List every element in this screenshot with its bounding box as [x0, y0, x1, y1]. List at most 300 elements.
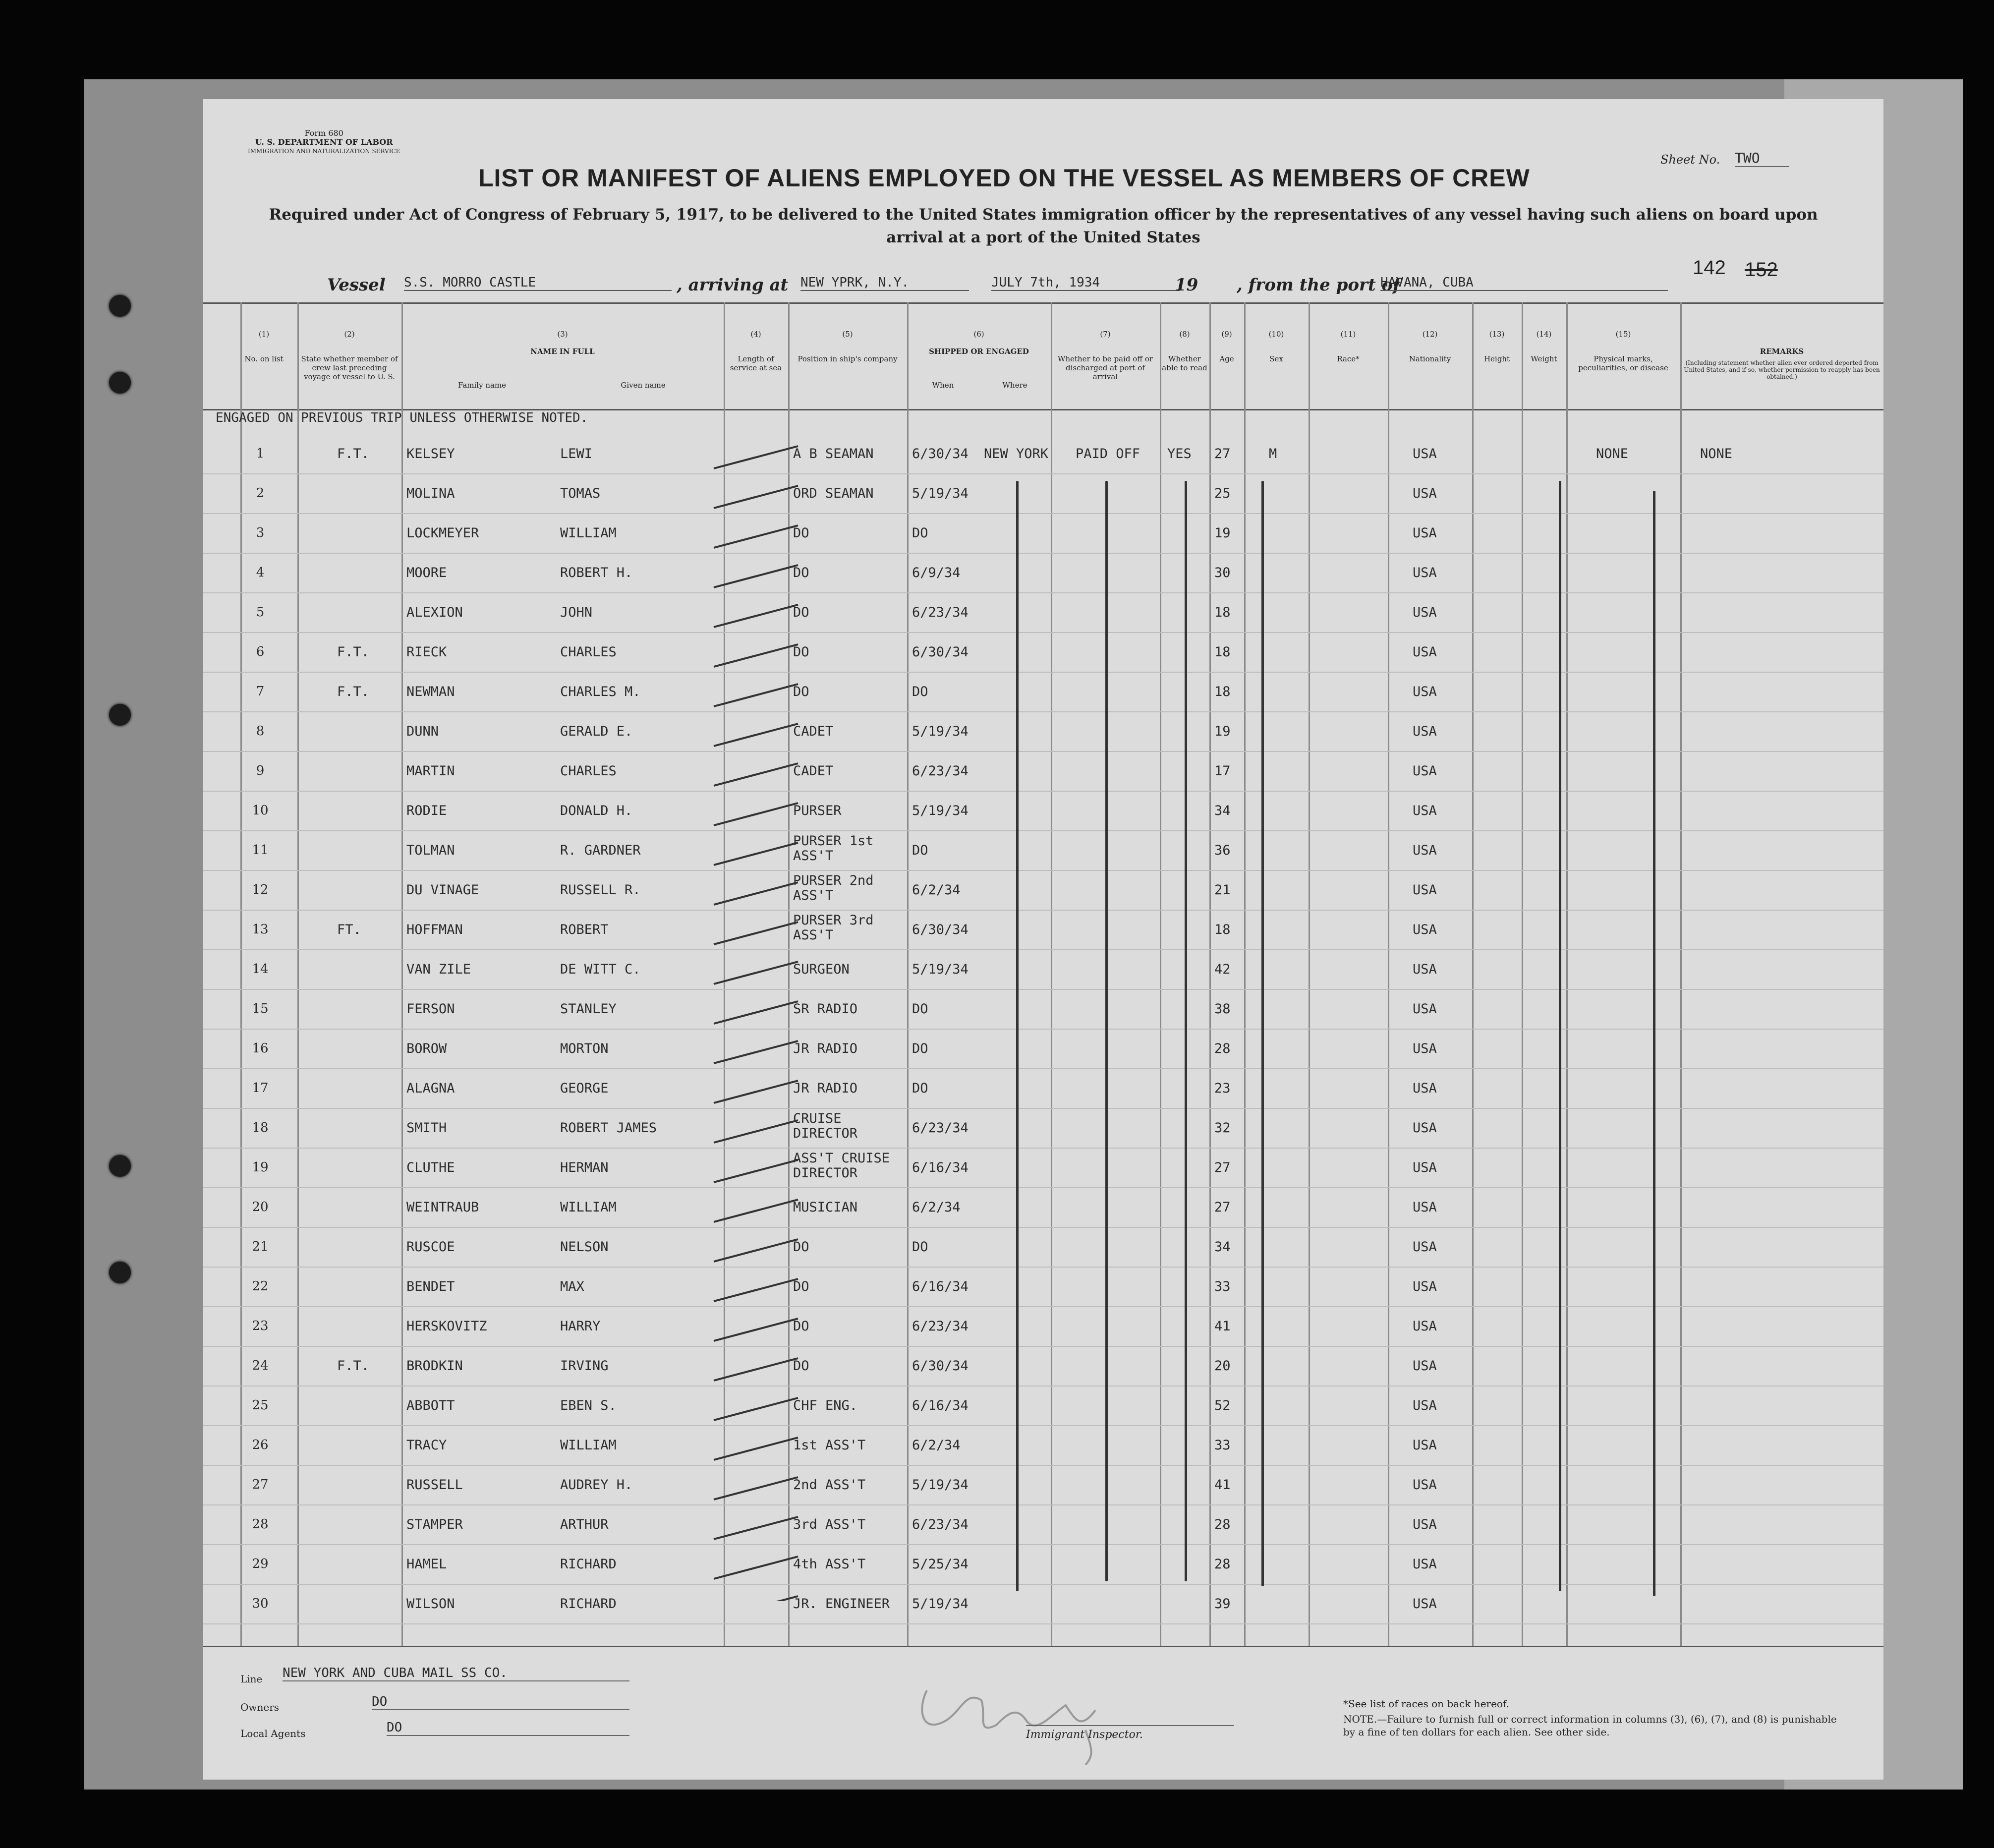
- row-number: 10: [252, 803, 269, 818]
- column-number: (1): [258, 330, 270, 339]
- given-name: HERMAN: [560, 1160, 609, 1175]
- row-number: 29: [252, 1557, 269, 1571]
- row-number: 23: [252, 1319, 269, 1333]
- column-rule: [1244, 302, 1246, 1646]
- nationality: USA: [1413, 1200, 1437, 1215]
- arrival-port: NEW YPRK, N.Y.: [800, 275, 969, 291]
- given-name: RICHARD: [560, 1596, 617, 1612]
- binder-hole: [109, 704, 131, 726]
- given-name: ARTHUR: [560, 1517, 609, 1532]
- position: PURSER: [793, 803, 842, 818]
- service-slash: [714, 1239, 798, 1262]
- paid-off: PAID OFF: [1076, 446, 1140, 462]
- nationality: USA: [1413, 525, 1437, 541]
- age: 28: [1214, 1041, 1231, 1056]
- page-number-struck: 152: [1745, 259, 1778, 281]
- prev-voyage: F.T.: [337, 684, 370, 699]
- column-rule: [1566, 302, 1568, 1646]
- family-name: ALEXION: [406, 605, 463, 620]
- column-number: (8): [1179, 330, 1190, 339]
- service-slash: [714, 644, 798, 667]
- service-slash: [714, 1398, 798, 1420]
- nationality: USA: [1413, 882, 1437, 898]
- shipped-when: DO: [912, 1081, 928, 1096]
- family-name: MARTIN: [406, 763, 455, 779]
- inspector-label: Immigrant Inspector.: [1026, 1729, 1143, 1741]
- column-number: (5): [842, 330, 853, 339]
- column-header: Whether to be paid off or discharged at port of arrival: [1058, 354, 1153, 381]
- family-name: MOLINA: [406, 486, 455, 501]
- nationality: USA: [1413, 1557, 1437, 1572]
- service-slash: [714, 605, 798, 627]
- family-name: STAMPER: [406, 1517, 463, 1532]
- binder-hole: [109, 372, 131, 394]
- age: 28: [1214, 1517, 1231, 1532]
- binder-hole: [109, 295, 131, 317]
- row-rule: [203, 1227, 1883, 1228]
- position: DO: [793, 605, 809, 620]
- column-subheader: (Including statement whether alien ever ordered deported from United States, and if so, whether permission to reapply has been obtained.): [1684, 359, 1880, 380]
- row-rule: [203, 1584, 1883, 1585]
- position: PURSER 3rd ASS'T: [793, 913, 874, 943]
- engaged-note: ENGAGED ON PREVIOUS TRIP UNLESS OTHERWISE NOTED.: [216, 410, 588, 425]
- given-name: HARRY: [560, 1319, 601, 1334]
- age: 21: [1214, 882, 1231, 898]
- column-header: Weight: [1531, 354, 1557, 363]
- age: 28: [1214, 1557, 1231, 1572]
- age: 18: [1214, 684, 1231, 699]
- row-rule: [203, 1148, 1883, 1149]
- nationality: USA: [1413, 922, 1437, 937]
- row-number: 9: [256, 763, 265, 778]
- prev-voyage: F.T.: [337, 446, 370, 462]
- column-header: No. on list: [244, 354, 284, 363]
- ditto-mark-read: [1185, 481, 1187, 1581]
- nationality: USA: [1413, 724, 1437, 739]
- row-rule: [203, 870, 1883, 871]
- from-port-label: , from the port of: [1237, 275, 1400, 295]
- row-rule: [203, 1544, 1883, 1545]
- service-slash: [714, 1200, 798, 1222]
- family-name: RIECK: [406, 644, 447, 660]
- given-name: GEORGE: [560, 1081, 609, 1096]
- shipped-when: 6/30/34: [912, 446, 969, 462]
- given-name: STANLEY: [560, 1001, 617, 1017]
- position: DO: [793, 684, 809, 699]
- row-number: 18: [252, 1120, 269, 1135]
- column-rule: [1680, 302, 1682, 1646]
- column-rule: [240, 302, 242, 1646]
- column-rule: [1160, 302, 1161, 1646]
- shipped-when: 5/19/34: [912, 962, 969, 977]
- column-number: (9): [1221, 330, 1232, 339]
- age: 32: [1214, 1120, 1231, 1136]
- position: CHF ENG.: [793, 1398, 858, 1413]
- position: SR RADIO: [793, 1001, 858, 1017]
- prev-voyage: FT.: [337, 922, 361, 937]
- row-number: 30: [252, 1596, 269, 1611]
- position: 3rd ASS'T: [793, 1517, 866, 1532]
- nationality: USA: [1413, 1319, 1437, 1334]
- row-number: 19: [252, 1160, 269, 1175]
- nationality: USA: [1413, 843, 1437, 858]
- vessel-name: S.S. MORRO CASTLE: [404, 275, 672, 291]
- column-rule: [907, 302, 909, 1646]
- family-name: NEWMAN: [406, 684, 455, 699]
- service-slash-marks: [699, 416, 828, 1601]
- shipped-when: 6/16/34: [912, 1279, 969, 1294]
- family-name: WILSON: [406, 1596, 455, 1612]
- row-number: 25: [252, 1398, 269, 1413]
- ditto-mark-where: [1016, 481, 1019, 1591]
- age: 52: [1214, 1398, 1231, 1413]
- position: DO: [793, 1279, 809, 1294]
- column-number: (2): [344, 330, 355, 339]
- line-label: Line: [240, 1673, 263, 1685]
- row-rule: [203, 910, 1883, 911]
- form-number: Form 680: [304, 128, 343, 138]
- shipped-when: 5/19/34: [912, 1477, 969, 1493]
- row-rule: [203, 1465, 1883, 1466]
- shipped-when: 6/2/34: [912, 1438, 961, 1453]
- column-number: (4): [750, 330, 761, 339]
- row-number: 3: [256, 525, 265, 540]
- nationality: USA: [1413, 962, 1437, 977]
- races-note: *See list of races on back hereof.: [1343, 1698, 1510, 1710]
- page-title: LIST OR MANIFEST OF ALIENS EMPLOYED ON THE VESSEL AS MEMBERS OF CREW: [478, 164, 1530, 192]
- column-rule: [297, 302, 299, 1646]
- age: 33: [1214, 1279, 1231, 1294]
- position: ORD SEAMAN: [793, 486, 874, 501]
- age: 41: [1214, 1477, 1231, 1493]
- shipped-when: 5/19/34: [912, 486, 969, 501]
- ditto-mark-sex: [1261, 481, 1264, 1586]
- age: 30: [1214, 565, 1231, 580]
- row-rule: [203, 751, 1883, 752]
- vessel-label: Vessel: [327, 275, 386, 295]
- shipped-when: 5/25/34: [912, 1557, 969, 1572]
- nationality: USA: [1413, 1160, 1437, 1175]
- given-name: WILLIAM: [560, 1438, 617, 1453]
- row-rule: [203, 1267, 1883, 1268]
- nationality: USA: [1413, 763, 1437, 779]
- nationality: USA: [1413, 803, 1437, 818]
- service-slash: [714, 1596, 798, 1601]
- age: 27: [1214, 446, 1231, 462]
- position: 1st ASS'T: [793, 1438, 866, 1453]
- column-header: Nationality: [1409, 354, 1451, 363]
- row-number: 4: [256, 565, 265, 580]
- position: CADET: [793, 724, 834, 739]
- row-number: 22: [252, 1279, 269, 1294]
- shipped-when: 6/23/34: [912, 1120, 969, 1136]
- service-slash: [714, 882, 798, 905]
- nationality: USA: [1413, 644, 1437, 660]
- given-name: GERALD E.: [560, 724, 633, 739]
- row-number: 7: [256, 684, 265, 699]
- row-number: 28: [252, 1517, 269, 1532]
- given-name: WILLIAM: [560, 525, 617, 541]
- sex: M: [1269, 446, 1277, 462]
- age: 34: [1214, 1239, 1231, 1255]
- shipped-when: 6/30/34: [912, 922, 969, 937]
- position: CADET: [793, 763, 834, 779]
- row-rule: [203, 1346, 1883, 1347]
- nationality: USA: [1413, 1398, 1437, 1413]
- column-rule: [401, 302, 403, 1646]
- position: DO: [793, 1358, 809, 1374]
- nationality: USA: [1413, 684, 1437, 699]
- sheet-label: Sheet No.: [1660, 153, 1720, 167]
- position: JR. ENGINEER: [793, 1596, 890, 1612]
- age: 17: [1214, 763, 1231, 779]
- nationality: USA: [1413, 486, 1437, 501]
- service-slash: [714, 763, 798, 786]
- row-number: 11: [252, 843, 269, 858]
- family-name: HERSKOVITZ: [406, 1319, 487, 1334]
- row-number: 26: [252, 1438, 269, 1452]
- family-name: BENDET: [406, 1279, 455, 1294]
- row-rule: [203, 1108, 1883, 1109]
- age: 33: [1214, 1438, 1231, 1453]
- row-rule: [203, 473, 1883, 474]
- fine-note: NOTE.—Failure to furnish full or correct information in columns (3), (6), (7), and (8) is punishable by a fine of ten dollars for each alien. See other side.: [1343, 1713, 1837, 1738]
- nationality: USA: [1413, 1358, 1437, 1374]
- given-name: CHARLES M.: [560, 684, 641, 699]
- row-rule: [203, 949, 1883, 950]
- column-header: Age: [1219, 354, 1234, 363]
- position: A B SEAMAN: [793, 446, 874, 462]
- given-name: IRVING: [560, 1358, 609, 1374]
- agents-label: Local Agents: [240, 1728, 306, 1739]
- column-header: Physical marks, peculiarities, or disease: [1578, 354, 1668, 372]
- age: 41: [1214, 1319, 1231, 1334]
- binder-hole: [109, 1155, 131, 1177]
- page-subtitle: Required under Act of Congress of February 5, 1917, to be delivered to the United States immigration officer by the representatives of any vessel having such aliens on board upon arrival at a port of the United States: [269, 206, 1818, 246]
- shipped-when: DO: [912, 525, 928, 541]
- given-name: RUSSELL R.: [560, 882, 641, 898]
- owners-value: DO: [372, 1694, 629, 1710]
- nationality: USA: [1413, 1041, 1437, 1056]
- row-rule: [203, 632, 1883, 633]
- family-name: ABBOTT: [406, 1398, 455, 1413]
- nationality: USA: [1413, 1596, 1437, 1612]
- column-header: Height: [1483, 354, 1510, 363]
- service-slash: [714, 1517, 798, 1539]
- form-service: IMMIGRATION AND NATURALIZATION SERVICE: [248, 148, 400, 155]
- column-header: State whether member of crew last preceding voyage of vessel to U. S.: [301, 354, 398, 381]
- family-name: BOROW: [406, 1041, 447, 1056]
- row-rule: [203, 989, 1883, 990]
- position: DO: [793, 1319, 809, 1334]
- family-name: DU VINAGE: [406, 882, 479, 898]
- nationality: USA: [1413, 1081, 1437, 1096]
- position: MUSICIAN: [793, 1200, 858, 1215]
- position: PURSER 2nd ASS'T: [793, 873, 874, 903]
- column-rule: [1472, 302, 1474, 1646]
- age: 38: [1214, 1001, 1231, 1017]
- able-to-read: YES: [1167, 446, 1192, 462]
- row-rule: [203, 830, 1883, 831]
- position: ASS'T CRUISE DIRECTOR: [793, 1151, 890, 1181]
- service-slash: [714, 1160, 798, 1182]
- shipped-when: 5/19/34: [912, 803, 969, 818]
- nationality: USA: [1413, 605, 1437, 620]
- row-rule: [203, 592, 1883, 593]
- column-subheader: When: [932, 381, 954, 390]
- given-name: WILLIAM: [560, 1200, 617, 1215]
- nationality: USA: [1413, 1517, 1437, 1532]
- shipped-when: 6/16/34: [912, 1160, 969, 1175]
- row-rule: [203, 1029, 1883, 1030]
- prev-voyage: F.T.: [337, 1358, 370, 1374]
- given-name: MORTON: [560, 1041, 609, 1056]
- age: 18: [1214, 605, 1231, 620]
- position: DO: [793, 1239, 809, 1255]
- service-slash: [714, 803, 798, 825]
- page-number: 142: [1693, 257, 1726, 279]
- column-rule: [1522, 302, 1523, 1646]
- service-slash: [714, 724, 798, 746]
- family-name: RUSSELL: [406, 1477, 463, 1493]
- position: DO: [793, 644, 809, 660]
- shipped-when: 6/30/34: [912, 1358, 969, 1374]
- column-header: Whether able to read: [1162, 354, 1207, 372]
- family-name: KELSEY: [406, 446, 455, 462]
- row-number: 8: [256, 724, 265, 739]
- row-rule: [203, 1504, 1883, 1505]
- binder-hole: [109, 1262, 131, 1283]
- given-name: CHARLES: [560, 644, 617, 660]
- service-slash: [714, 1041, 798, 1063]
- agents-value: DO: [387, 1720, 629, 1736]
- service-slash: [714, 1120, 798, 1143]
- shipped-when: 6/30/34: [912, 644, 969, 660]
- position: SURGEON: [793, 962, 850, 977]
- shipped-when: 6/23/34: [912, 1319, 969, 1334]
- age: 19: [1214, 724, 1231, 739]
- row-number: 16: [252, 1041, 269, 1056]
- service-slash: [714, 684, 798, 706]
- row-number: 5: [256, 605, 265, 620]
- family-name: RODIE: [406, 803, 447, 818]
- shipped-where: NEW YORK: [984, 446, 1049, 462]
- row-rule: [203, 1623, 1883, 1624]
- age: 25: [1214, 486, 1231, 501]
- position: DO: [793, 565, 809, 580]
- column-subheader: Where: [1002, 381, 1027, 390]
- position: PURSER 1st ASS'T: [793, 833, 874, 864]
- shipped-when: 5/19/34: [912, 724, 969, 739]
- row-rule: [203, 672, 1883, 673]
- given-name: NELSON: [560, 1239, 609, 1255]
- column-number: (15): [1615, 330, 1631, 339]
- position: 4th ASS'T: [793, 1557, 866, 1572]
- row-rule: [203, 1068, 1883, 1069]
- line-value: NEW YORK AND CUBA MAIL SS CO.: [283, 1666, 629, 1681]
- family-name: MOORE: [406, 565, 447, 580]
- row-number: 12: [252, 882, 269, 897]
- position: 2nd ASS'T: [793, 1477, 866, 1493]
- family-name: HOFFMAN: [406, 922, 463, 937]
- family-name: TRACY: [406, 1438, 447, 1453]
- column-number: (10): [1268, 330, 1284, 339]
- shipped-when: DO: [912, 1041, 928, 1056]
- column-header: Race*: [1337, 354, 1360, 363]
- nationality: USA: [1413, 1438, 1437, 1453]
- shipped-when: 6/2/34: [912, 1200, 961, 1215]
- age: 34: [1214, 803, 1231, 818]
- table-bottom-rule: [203, 1646, 1883, 1647]
- row-number: 13: [252, 922, 269, 937]
- row-rule: [203, 1187, 1883, 1188]
- form-header: [248, 129, 400, 156]
- column-rule: [1209, 302, 1211, 1646]
- column-number: (6): [973, 330, 984, 339]
- shipped-when: 6/23/34: [912, 1517, 969, 1532]
- row-rule: [203, 711, 1883, 712]
- family-name: FERSON: [406, 1001, 455, 1017]
- manifest-page: [203, 99, 1883, 1780]
- shipped-when: 6/23/34: [912, 605, 969, 620]
- inspector-signature: [907, 1661, 1125, 1770]
- given-name: AUDREY H.: [560, 1477, 633, 1493]
- sheet-value: TWO: [1735, 150, 1789, 167]
- shipped-when: 6/23/34: [912, 763, 969, 779]
- column-rule: [1309, 302, 1310, 1646]
- service-slash: [714, 962, 798, 984]
- row-rule: [203, 1306, 1883, 1307]
- family-name: VAN ZILE: [406, 962, 471, 977]
- ditto-mark-paid: [1105, 481, 1108, 1581]
- nationality: USA: [1413, 565, 1437, 580]
- position: CRUISE DIRECTOR: [793, 1111, 858, 1141]
- given-name: DONALD H.: [560, 803, 633, 818]
- shipped-when: DO: [912, 1001, 928, 1017]
- given-name: CHARLES: [560, 763, 617, 779]
- row-number: 14: [252, 962, 269, 977]
- from-port: HAVANA, CUBA: [1380, 275, 1668, 291]
- column-header: Sex: [1269, 354, 1283, 363]
- nationality: USA: [1413, 1001, 1437, 1017]
- column-number: (13): [1489, 330, 1505, 339]
- nationality: USA: [1413, 446, 1437, 462]
- row-rule: [203, 553, 1883, 554]
- remarks: NONE: [1700, 446, 1733, 462]
- service-slash: [714, 1358, 798, 1381]
- age: 39: [1214, 1596, 1231, 1612]
- service-slash: [714, 1438, 798, 1460]
- column-header: Position in ship's company: [798, 354, 898, 363]
- service-slash: [714, 525, 798, 548]
- given-name: R. GARDNER: [560, 843, 641, 858]
- family-name: CLUTHE: [406, 1160, 455, 1175]
- row-number: 17: [252, 1081, 269, 1096]
- service-slash: [714, 922, 798, 944]
- column-rule: [1051, 302, 1052, 1646]
- service-slash: [714, 1557, 798, 1579]
- owners-label: Owners: [240, 1701, 280, 1713]
- given-name: ROBERT JAMES: [560, 1120, 657, 1136]
- family-name: WEINTRAUB: [406, 1200, 479, 1215]
- nationality: USA: [1413, 1279, 1437, 1294]
- given-name: DE WITT C.: [560, 962, 641, 977]
- column-header: SHIPPED OR ENGAGED: [929, 347, 1029, 356]
- row-rule: [203, 791, 1883, 792]
- column-number: (7): [1100, 330, 1111, 339]
- age: 20: [1214, 1358, 1231, 1374]
- shipped-when: 6/16/34: [912, 1398, 969, 1413]
